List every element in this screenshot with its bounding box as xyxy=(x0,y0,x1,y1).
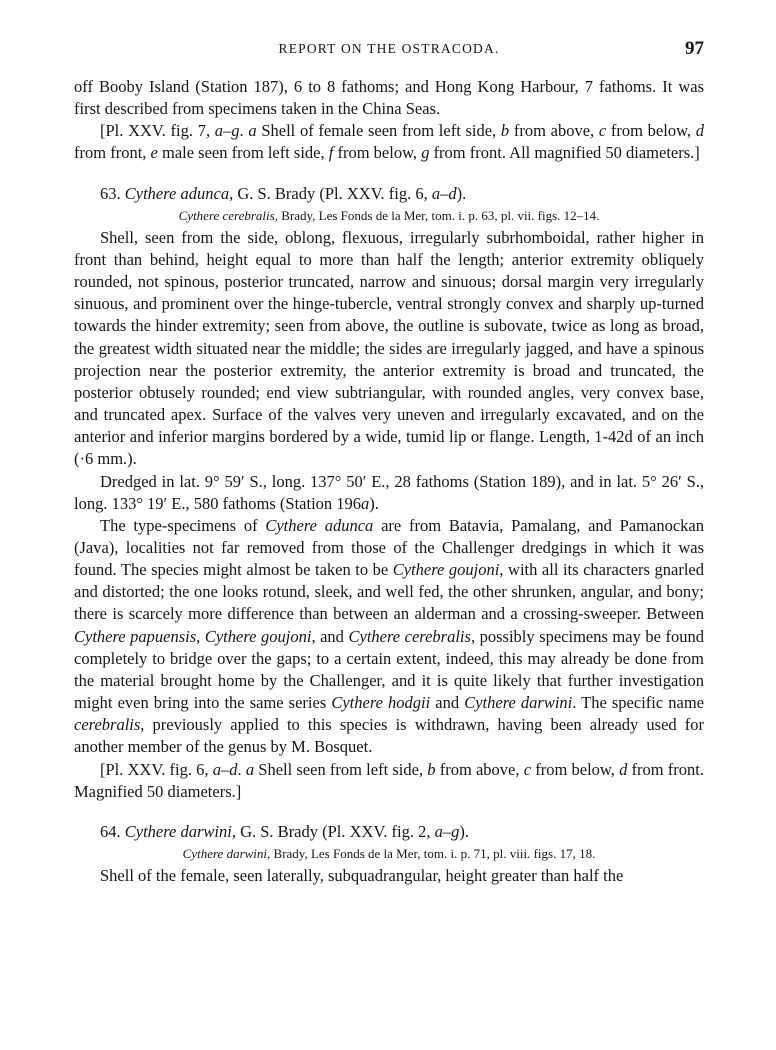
paragraph: Shell of the female, seen laterally, subquadrangular, height greater than half the xyxy=(100,866,624,885)
section-gap xyxy=(74,165,704,183)
species-heading: 64. Cythere darwini, G. S. Brady (Pl. XXV. fig. 2, a–g). xyxy=(100,821,469,841)
page xyxy=(74,0,704,1050)
synonym-reference: Cythere darwini, Brady, Les Fonds de la Mer, tom. i. p. 71, pl. viii. figs. 17, 18. xyxy=(182,846,596,861)
species-heading: 63. Cythere adunca, G. S. Brady (Pl. XXV. fig. 6, a–d). xyxy=(100,183,467,203)
synonym-reference: Cythere cerebralis, Brady, Les Fonds de la Mer, tom. i. p. 63, pl. vii. figs. 12–14. xyxy=(178,207,600,223)
paragraph: [Pl. XXV. fig. 7, a–g. a Shell of female seen from left side, b from above, c from below, d from front, e male seen from left side, f from below, g from front. All magnified 50 diameters.] xyxy=(74,121,704,163)
section-gap xyxy=(74,803,704,821)
paragraph: [Pl. XXV. fig. 6, a–d. a Shell seen from left side, b from above, c from below, d from front. Magnified 50 diameters.] xyxy=(74,759,704,801)
paragraph: The type-specimens of Cythere adunca are from Batavia, Pamalang, and Pamanockan (Java), localities not far removed from those of the Challenger dredgings in which it was found. The species might almost be taken to be Cythere goujoni, with all its characters gnarled and distorted; the one looks rotund, sleek, and well fed, the other shrunken, angular, and bony; there is scarcely more difference than between an alderman and a crossing-sweeper. Between Cythere papuensis, Cythere goujoni, and Cythere cerebralis, possibly specimens may be found completely to bridge over the gaps; to a certain extent, indeed, this may already be done from the material brought home by the Challenger, and it is quite likely that further investigation might even bring into the same series Cythere hodgii and Cythere darwini. The specific name cerebralis, previously applied to this species is withdrawn, having been already used for another member of the genus by M. Bosquet. xyxy=(74,515,705,757)
paragraph: Shell, seen from the side, oblong, flexuous, irregularly subrhomboidal, rather higher in front than behind, height equal to more than half the length; anterior extremity obliquely rounded, not spinous, posterior truncated, narrow and sinuous; dorsal margin very irregularly sinuous, and prominent over the hinge-tubercle, ventral strongly convex and sharply up-turned towards the hinder extremity; seen from above, the outline is subovate, twice as long as broad, the greatest width situated near the middle; the sides are irregularly jagged, and have a spinous projection near the posterior extremity, the anterior extremity is broad and truncated, the posterior obtusely rounded; end view subtriangular, with rounded angles, very convex base, and truncated apex. Surface of the valves very uneven and irregularly excavated, and on the anterior and inferior margins bordered by a wide, tumid lip or flange. Length, 1-42d of an inch (·6 mm.). xyxy=(74,227,704,469)
paragraph: off Booby Island (Station 187), 6 to 8 fathoms; and Hong Kong Harbour, 7 fathoms. It was first described from specimens taken in the China Seas. xyxy=(74,77,704,119)
running-header: REPORT ON THE OSTRACODA. xyxy=(278,41,500,56)
page-body xyxy=(74,76,704,887)
page-number: 97 xyxy=(685,38,704,59)
paragraph: Dredged in lat. 9° 59′ S., long. 137° 50′ E., 28 fathoms (Station 189), and in lat. 5° 26′ S., long. 133° 19′ E., 580 fathoms (Station 196a). xyxy=(74,471,704,513)
